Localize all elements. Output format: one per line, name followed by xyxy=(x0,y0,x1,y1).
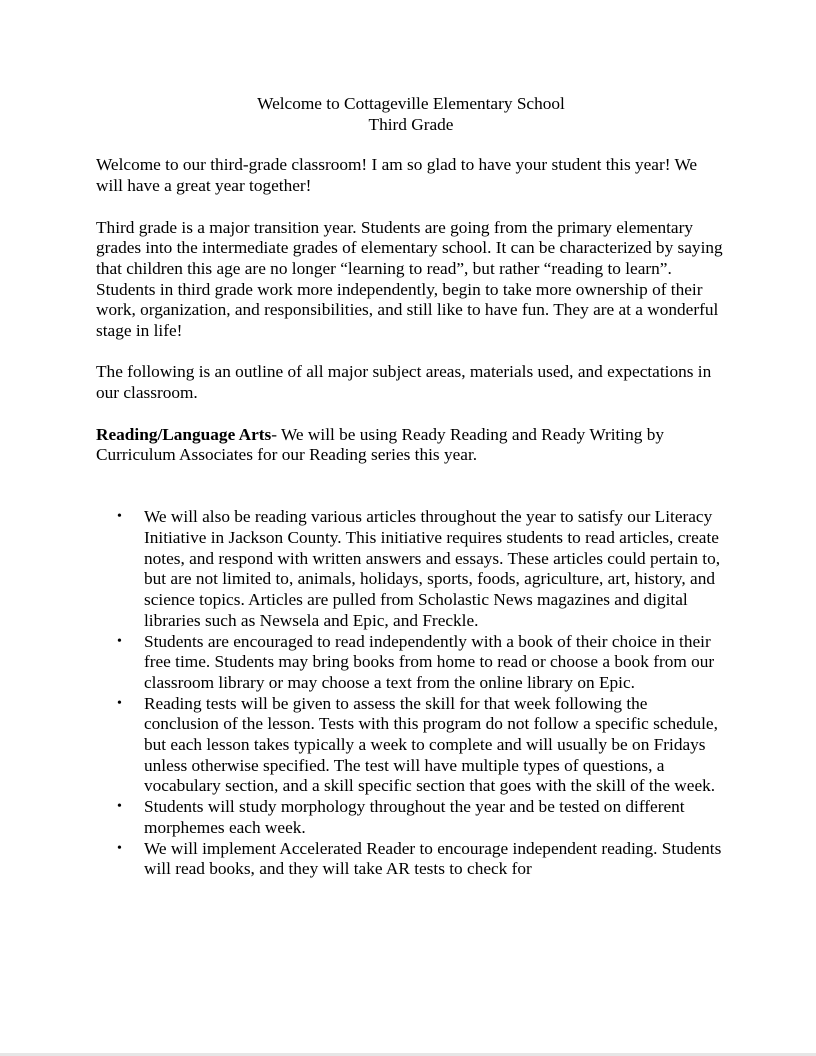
reading-section-paragraph xyxy=(96,425,726,466)
list-item-text: We will also be reading various articles throughout the year to satisfy our Literacy Initiative in Jackson County. This initiative requires students to read articles, create notes, and respond with written answers and essays. These articles could pertain to, but are not limited to, animals, holidays, sports, foods, agriculture, art, history, and science topics. Articles are pulled from Scholastic News magazines and digital libraries such as Newsela and Epic, and Freckle. xyxy=(144,507,721,630)
list-item-text: Reading tests will be given to assess the skill for that week following the conclusion of the lesson. Tests with this program do not follow a specific schedule, but each lesson takes typically a week to complete and will usually be on Fridays unless otherwise specified. The test will have multiple types of questions, a vocabulary section, and a skill specific section that goes with the skill of the week. xyxy=(144,693,718,796)
document-body xyxy=(96,94,726,880)
reading-section-text: - We will be using Ready Reading and Ready Writing by Curriculum Associates for our Reading series this year. xyxy=(96,424,664,465)
list-item xyxy=(96,797,726,838)
title-block xyxy=(96,94,726,135)
list-item xyxy=(96,694,726,798)
reading-bullet-list xyxy=(96,507,726,880)
page-title: Welcome to Cottageville Elementary School xyxy=(257,94,565,113)
list-item xyxy=(96,507,726,631)
bullet-marker: • xyxy=(117,799,122,815)
bullet-marker: • xyxy=(117,840,122,856)
list-item xyxy=(96,839,726,880)
bullet-marker: • xyxy=(117,695,122,711)
intro-paragraph: Welcome to our third-grade classroom! I am so glad to have your student this year! We will have a great year together! xyxy=(96,155,698,196)
bullet-marker: • xyxy=(117,509,122,525)
bullet-marker: • xyxy=(117,633,122,649)
list-item xyxy=(96,632,726,694)
reading-section-heading: Reading/Language Arts xyxy=(96,424,272,444)
transition-paragraph: Third grade is a major transition year. Students are going from the primary elementary grades into the intermediate grades of elementary school. It can be characterized by saying that children this age are no longer “learning to read”, but rather “reading to learn”. Students in third grade work more independently, begin to take more ownership of their work, organization, and responsibilities, and still like to have fun. They are at a wonderful stage in life! xyxy=(96,217,723,341)
list-item-text: Students are encouraged to read independently with a book of their choice in their free time. Students may bring books from home to read or choose a book from our classroom library or may choose a text from the online library on Epic. xyxy=(144,631,715,692)
spacer xyxy=(96,487,726,508)
list-item-text: Students will study morphology throughout the year and be tested on different morphemes each week. xyxy=(144,797,685,837)
list-item-text: We will implement Accelerated Reader to encourage independent reading. Students will read books, and they will take AR tests to check for xyxy=(144,838,722,879)
outline-paragraph: The following is an outline of all major subject areas, materials used, and expectations in our classroom. xyxy=(96,362,712,403)
page-subtitle: Third Grade xyxy=(368,114,454,134)
